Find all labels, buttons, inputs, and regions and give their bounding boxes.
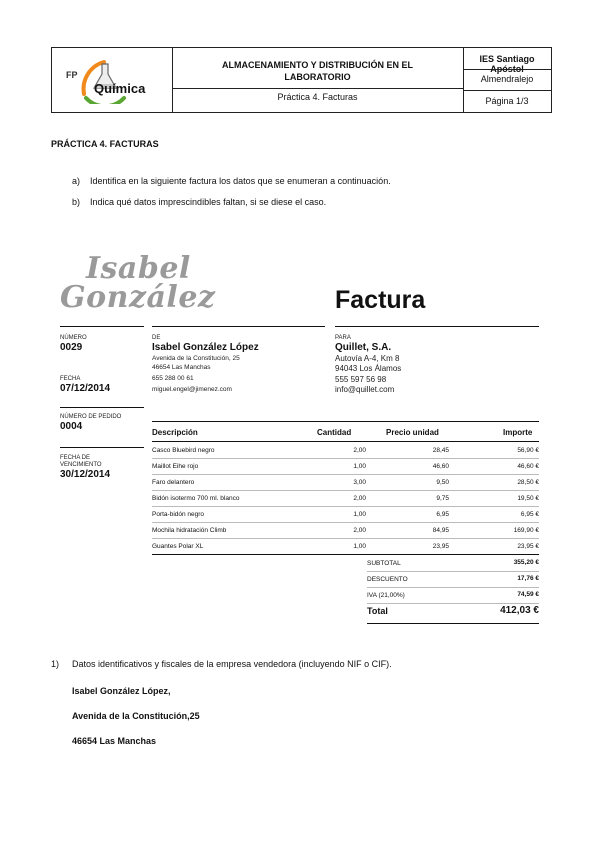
table-top-rule (152, 421, 539, 422)
seller-name: Isabel González López (152, 342, 259, 353)
school-cell (463, 48, 551, 112)
vat-row (367, 587, 539, 604)
item-desc: Bidón isotermo 700 ml. blanco (152, 495, 240, 502)
logo-quimica-text: Química (94, 81, 146, 96)
course-title: ALMACENAMIENTO Y DISTRIBUCIÓN EN EL LABORATORIO (221, 60, 413, 82)
item-desc: Guantes Polar XL (152, 543, 204, 550)
question-b (72, 197, 326, 207)
school-name: IES Santiago Apóstol (479, 54, 535, 74)
logo-cell (52, 48, 173, 112)
item-unit: 28,45 (432, 447, 449, 454)
answer-line-1: Isabel González López, (72, 686, 171, 696)
school-divider (463, 69, 551, 70)
col-header-unit: Precio unidad (386, 428, 439, 437)
subtotal-label: SUBTOTAL (367, 560, 401, 567)
order-number: 0004 (60, 421, 83, 432)
item-qty: 2,00 (353, 495, 366, 502)
discount-value: 17,76 € (517, 575, 539, 582)
item-amount: 6,95 € (520, 511, 539, 518)
practice-title: Práctica 4. Facturas (277, 92, 358, 102)
brand-line-1: Isabel (86, 251, 191, 286)
item-amount: 169,90 € (513, 527, 539, 534)
item-desc: Mochila hidratación Climb (152, 527, 227, 534)
item-amount: 46,60 € (517, 463, 539, 470)
item-qty: 1,00 (353, 463, 366, 470)
item-unit: 9,75 (436, 495, 449, 502)
brand-line-2: González (60, 280, 216, 315)
document-header (51, 47, 552, 113)
table-row (152, 442, 539, 459)
item-qty: 1,00 (353, 543, 366, 550)
table-row (152, 490, 539, 507)
item-unit: 9,50 (436, 479, 449, 486)
col-header-desc: Descripción (152, 428, 198, 437)
section-title: PRÁCTICA 4. FACTURAS (51, 139, 159, 149)
discount-label: DESCUENTO (367, 576, 408, 583)
item-unit: 23,95 (432, 543, 449, 550)
item-qty: 1,00 (353, 511, 366, 518)
buyer-email: info@quillet.com (335, 385, 395, 394)
table-row (152, 506, 539, 523)
answer-line-3: 46654 Las Manchas (72, 736, 157, 746)
item-desc: Casco Bluebird negro (152, 447, 215, 454)
question-letter: b) (72, 197, 81, 207)
total-value: 412,03 € (500, 605, 539, 616)
answer-1-text: Datos identificativos y fiscales de la empresa vendedora (incluyendo NIF o CIF). (72, 659, 392, 669)
item-qty: 3,00 (353, 479, 366, 486)
question-letter: a) (72, 176, 81, 186)
seller-phone: 655 288 00 61 (152, 375, 194, 382)
answer-line-2: Avenida de la Constitución,25 (72, 711, 200, 721)
item-amount: 28,50 € (517, 479, 539, 486)
logo-fp-text: FP (66, 70, 78, 80)
total-row (367, 603, 539, 624)
course-divider (172, 88, 463, 89)
buyer-name: Quillet, S.A. (335, 342, 392, 353)
course-cell (172, 48, 464, 112)
question-a (72, 176, 391, 186)
vat-label: IVA (21,00%) (367, 592, 405, 599)
invoice-brand (60, 251, 216, 315)
rule-left (60, 326, 144, 327)
subtotal-value: 355,20 € (513, 559, 539, 566)
table-row (152, 474, 539, 491)
town-divider (463, 90, 551, 91)
seller-city: 46654 Las Manchas (152, 364, 211, 371)
invoice-date: 07/12/2014 (60, 383, 111, 394)
fecha-label: FECHA (60, 376, 81, 382)
question-text: Indica qué datos imprescindibles faltan, si se diese el caso. (90, 197, 327, 207)
para-label: PARA (335, 335, 351, 341)
buyer-address: Autovía A-4, Km 8 (335, 354, 400, 363)
item-qty: 2,00 (353, 527, 366, 534)
seller-email: miguel.engel@jimenez.com (152, 386, 232, 393)
school-town: Almendralejo (480, 74, 534, 84)
table-row (152, 458, 539, 475)
item-desc: Maillot Eihe rojo (152, 463, 199, 470)
seller-address: Avenida de la Constitución, 25 (152, 355, 240, 362)
due-date: 30/12/2014 (60, 469, 111, 480)
vencimiento-label: FECHA DE VENCIMIENTO (60, 455, 102, 468)
item-unit: 6,95 (436, 511, 449, 518)
item-desc: Porta-bidón negro (152, 511, 205, 518)
col-header-amount: Importe (503, 428, 533, 437)
table-row (152, 522, 539, 539)
col-header-qty: Cantidad (317, 428, 352, 437)
flask-logo-icon (74, 56, 154, 104)
item-unit: 46,60 (432, 463, 449, 470)
total-label: Total (367, 606, 388, 616)
buyer-phone: 555 597 56 98 (335, 375, 387, 384)
item-qty: 2,00 (353, 447, 366, 454)
item-amount: 19,50 € (517, 495, 539, 502)
invoice-title: Factura (335, 286, 426, 314)
page-number: Página 1/3 (485, 96, 529, 106)
numero-label: NÚMERO (60, 335, 87, 341)
subtotal-row (367, 555, 539, 572)
item-desc: Faro delantero (152, 479, 195, 486)
invoice-number: 0029 (60, 342, 83, 353)
rule-middle (152, 326, 325, 327)
discount-row (367, 571, 539, 588)
vat-value: 74,59 € (517, 591, 539, 598)
de-label: DE (152, 335, 161, 341)
rule-left-2 (60, 407, 144, 408)
table-row (152, 538, 539, 555)
item-amount: 56,90 € (517, 447, 539, 454)
rule-left-3 (60, 447, 144, 448)
question-text: Identifica en la siguiente factura los datos que se enumeran a continuación. (90, 176, 391, 186)
buyer-city: 94043 Los Álamos (335, 364, 402, 373)
item-unit: 84,95 (432, 527, 449, 534)
item-amount: 23,95 € (517, 543, 539, 550)
rule-right (335, 326, 539, 327)
pedido-label: NÚMERO DE PEDIDO (60, 414, 122, 420)
answer-1-number: 1) (51, 659, 60, 669)
